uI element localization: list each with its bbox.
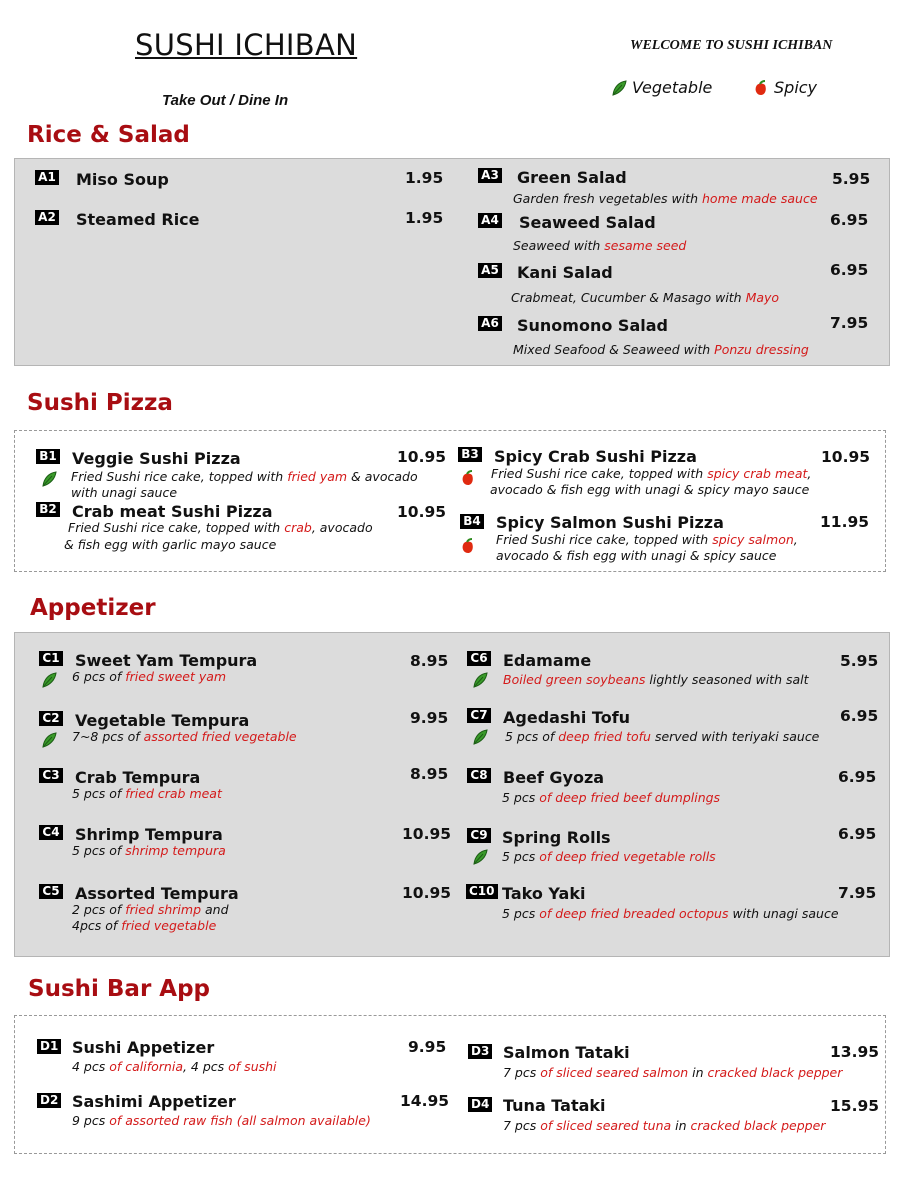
item-description: 5 pcs of deep fried tofu served with teriyaki sauce	[505, 729, 820, 744]
takeout-dinein-label: Take Out / Dine In	[162, 92, 289, 109]
item-code: A2	[35, 210, 59, 225]
legend-spicy	[752, 78, 817, 97]
item-price: 10.95	[402, 825, 452, 843]
item-price: 8.95	[410, 765, 449, 783]
item-description: 5 pcs of deep fried vegetable rolls	[502, 849, 716, 864]
vegetable-icon	[40, 671, 58, 689]
item-code: C4	[39, 825, 63, 840]
item-price: 14.95	[400, 1092, 450, 1110]
vegetable-icon	[40, 731, 58, 749]
item-description: 7~8 pcs of assorted fried vegetable	[72, 729, 297, 744]
section-title-sushi-bar-app: Sushi Bar App	[28, 976, 211, 1002]
item-code: C3	[39, 768, 63, 783]
item-name: Spicy Crab Sushi Pizza	[494, 447, 697, 466]
item-description-line2: 4pcs of fried vegetable	[72, 918, 217, 933]
item-name: Spring Rolls	[502, 828, 611, 847]
item-description: 2 pcs of fried shrimp and	[72, 902, 229, 917]
welcome-text: WELCOME TO SUSHI ICHIBAN	[630, 38, 833, 53]
item-price: 6.95	[830, 261, 869, 279]
item-code: B2	[36, 502, 60, 517]
item-name: Beef Gyoza	[503, 768, 605, 787]
vegetable-icon	[610, 79, 628, 97]
item-code: B3	[458, 447, 482, 462]
vegetable-icon	[40, 470, 58, 488]
section-title-appetizer: Appetizer	[30, 595, 156, 621]
item-code: D1	[37, 1039, 61, 1054]
item-code: C1	[39, 651, 63, 666]
item-price: 9.95	[408, 1038, 447, 1056]
item-code: A3	[478, 168, 502, 183]
item-code: B1	[36, 449, 60, 464]
item-name: Kani Salad	[517, 263, 613, 282]
item-code: C2	[39, 711, 63, 726]
vegetable-icon	[471, 671, 489, 689]
item-name: Sashimi Appetizer	[72, 1092, 236, 1111]
item-description-line2: avocado & fish egg with unagi & spicy sauce	[496, 548, 777, 563]
item-code: D2	[37, 1093, 61, 1108]
item-price: 6.95	[838, 768, 877, 786]
item-price: 1.95	[405, 169, 444, 187]
item-price: 6.95	[840, 707, 879, 725]
item-price: 10.95	[397, 503, 447, 521]
item-name: Miso Soup	[76, 170, 169, 189]
item-code: A1	[35, 170, 59, 185]
vegetable-icon	[471, 848, 489, 866]
item-description: 6 pcs of fried sweet yam	[72, 669, 227, 684]
item-description: 5 pcs of deep fried beef dumplings	[502, 790, 721, 805]
item-code: C9	[467, 828, 491, 843]
item-code: C5	[39, 884, 63, 899]
legend-vegetable	[610, 78, 712, 97]
item-description: 7 pcs of sliced seared salmon in cracked black pepper	[503, 1065, 843, 1080]
spicy-icon	[752, 79, 770, 97]
spicy-icon	[459, 537, 477, 555]
item-name: Shrimp Tempura	[75, 825, 223, 844]
item-price: 10.95	[821, 448, 871, 466]
item-code: C8	[467, 768, 491, 783]
spicy-icon	[459, 469, 477, 487]
item-code: C6	[467, 651, 491, 666]
item-code: D3	[468, 1044, 492, 1059]
item-description: Mixed Seafood & Seaweed with Ponzu dressing	[513, 342, 809, 357]
item-description: Boiled green soybeans lightly seasoned with salt	[503, 672, 809, 687]
vegetable-icon	[471, 728, 489, 746]
item-price: 11.95	[820, 513, 870, 531]
item-description-line2: avocado & fish egg with unagi & spicy mayo sauce	[490, 482, 810, 497]
item-description-line2: with unagi sauce	[71, 485, 178, 500]
item-name: Crab meat Sushi Pizza	[72, 502, 273, 521]
item-code: C10	[466, 884, 498, 899]
item-name: Vegetable Tempura	[75, 711, 250, 730]
item-code: A5	[478, 263, 502, 278]
item-price: 15.95	[830, 1097, 880, 1115]
item-price: 7.95	[830, 314, 869, 332]
item-price: 7.95	[838, 884, 877, 902]
item-price: 5.95	[832, 170, 871, 188]
item-description: Crabmeat, Cucumber & Masago with Mayo	[511, 290, 780, 305]
item-price: 6.95	[830, 211, 869, 229]
item-description: 9 pcs of assorted raw fish (all salmon available)	[72, 1113, 371, 1128]
item-name: Tuna Tataki	[503, 1096, 606, 1115]
item-name: Crab Tempura	[75, 768, 201, 787]
item-name: Seaweed Salad	[519, 213, 656, 232]
item-price: 5.95	[840, 652, 879, 670]
item-price: 1.95	[405, 209, 444, 227]
item-description: 5 pcs of deep fried breaded octopus with unagi sauce	[502, 906, 839, 921]
item-code: A4	[478, 213, 502, 228]
item-description: 7 pcs of sliced seared tuna in cracked black pepper	[503, 1118, 826, 1133]
item-code: D4	[468, 1097, 492, 1112]
item-price: 8.95	[410, 652, 449, 670]
item-description: Seaweed with sesame seed	[513, 238, 687, 253]
item-price: 10.95	[402, 884, 452, 902]
item-description: Fried Sushi rice cake, topped with spicy salmon,	[496, 532, 798, 547]
item-price: 13.95	[830, 1043, 880, 1061]
item-name: Veggie Sushi Pizza	[72, 449, 241, 468]
item-description: Fried Sushi rice cake, topped with fried yam & avocado	[71, 469, 418, 484]
item-price: 6.95	[838, 825, 877, 843]
item-description: 4 pcs of california, 4 pcs of sushi	[72, 1059, 277, 1074]
item-name: Tako Yaki	[502, 884, 586, 903]
item-description: Fried Sushi rice cake, topped with spicy crab meat,	[491, 466, 812, 481]
item-name: Steamed Rice	[76, 210, 200, 229]
item-name: Sweet Yam Tempura	[75, 651, 258, 670]
item-description: Fried Sushi rice cake, topped with crab, avocado	[68, 520, 373, 535]
section-title-sushi-pizza: Sushi Pizza	[27, 390, 173, 416]
item-description-line2: & fish egg with garlic mayo sauce	[64, 537, 277, 552]
item-name: Spicy Salmon Sushi Pizza	[496, 513, 724, 532]
item-name: Edamame	[503, 651, 592, 670]
item-price: 10.95	[397, 448, 447, 466]
item-name: Assorted Tempura	[75, 884, 239, 903]
item-description: 5 pcs of shrimp tempura	[72, 843, 226, 858]
item-price: 9.95	[410, 709, 449, 727]
restaurant-title: SUSHI ICHIBAN	[135, 28, 358, 62]
item-code: A6	[478, 316, 502, 331]
item-name: Salmon Tataki	[503, 1043, 630, 1062]
item-code: B4	[460, 514, 484, 529]
item-name: Sunomono Salad	[517, 316, 668, 335]
item-name: Sushi Appetizer	[72, 1038, 215, 1057]
legend-spicy-label: Spicy	[774, 78, 818, 97]
rice-salad-panel	[14, 158, 890, 366]
item-code: C7	[467, 708, 491, 723]
item-name: Agedashi Tofu	[503, 708, 631, 727]
item-name: Green Salad	[517, 168, 627, 187]
item-description: Garden fresh vegetables with home made sauce	[513, 191, 818, 206]
section-title-rice-salad: Rice & Salad	[27, 122, 190, 148]
item-description: 5 pcs of fried crab meat	[72, 786, 222, 801]
legend-vegetable-label: Vegetable	[632, 78, 713, 97]
